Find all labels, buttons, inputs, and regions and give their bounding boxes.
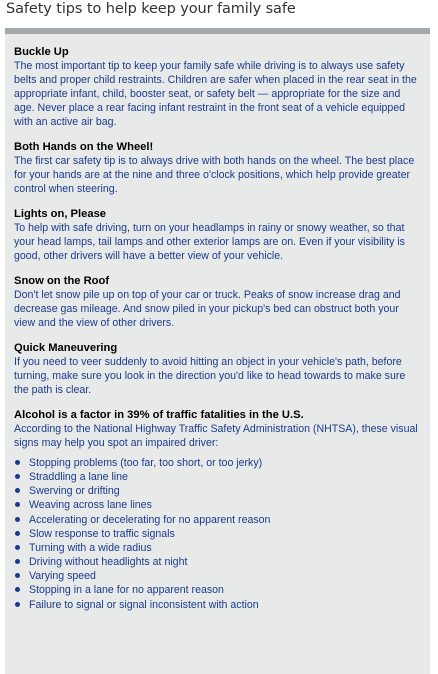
bullet-icon xyxy=(15,488,20,493)
list-item xyxy=(14,541,420,555)
list-item-text: Varying speed xyxy=(29,570,96,583)
impaired-driver-signs-list xyxy=(14,456,420,612)
list-item xyxy=(14,470,420,484)
bullet-icon xyxy=(15,474,20,479)
list-item xyxy=(14,569,420,583)
section-quick-maneuvering xyxy=(14,341,420,397)
list-item xyxy=(14,484,420,498)
section-alcohol xyxy=(14,408,420,612)
bullet-icon xyxy=(15,545,20,550)
bullet-icon xyxy=(15,460,20,465)
bullet-icon xyxy=(15,573,20,578)
bullet-icon xyxy=(15,517,20,522)
list-item xyxy=(14,456,420,470)
tips-content xyxy=(14,45,420,623)
bullet-icon xyxy=(15,531,20,536)
section-body: To help with safe driving, turn on your headlamps in rainy or snowy weather, so that your head lamps, tail lamps and other exterior lamps are on. Even if your visibility is good, other drivers will have a better view of your vehicle. xyxy=(14,222,405,262)
section-lights-on xyxy=(14,207,420,263)
section-heading: Quick Maneuvering xyxy=(14,342,118,354)
list-item xyxy=(14,598,420,612)
list-item-text: Driving without headlights at night xyxy=(29,556,188,569)
bullet-icon xyxy=(15,587,20,592)
list-item-text: Weaving across lane lines xyxy=(29,499,152,512)
list-item xyxy=(14,583,420,597)
section-body: If you need to veer suddenly to avoid hitting an object in your vehicle's path, before turning, make sure you look in the direction you'd like to head towards to make sure the path is clear. xyxy=(14,356,406,396)
list-item-text: Straddling a lane line xyxy=(29,471,128,484)
section-heading: Buckle Up xyxy=(14,46,69,58)
section-body: Don't let snow pile up on top of your car or truck. Peaks of snow increase drag and decrease gas mileage. And snow piled in your pickup's bed can obstruct both your view and the view of other drivers. xyxy=(14,289,401,329)
list-item-text: Failure to signal or signal inconsistent with action xyxy=(29,598,259,611)
section-body: The first car safety tip is to always drive with both hands on the wheel. The best place for your hands are at the nine and three o'clock positions, which help provide greater control when steering. xyxy=(14,155,415,195)
list-item xyxy=(14,555,420,569)
list-item xyxy=(14,527,420,541)
section-buckle-up xyxy=(14,45,420,129)
list-item-text: Stopping problems (too far, too short, or too jerky) xyxy=(29,457,263,469)
list-item xyxy=(14,513,420,527)
section-body: According to the National Highway Traffic Safety Administration (NHTSA), these visual signs may help you spot an impaired driver: xyxy=(14,423,418,449)
section-heading: Alcohol is a factor in 39% of traffic fatalities in the U.S. xyxy=(14,409,304,421)
bullet-icon xyxy=(15,559,20,564)
page-title: Safety tips to help keep your family safe xyxy=(6,1,296,17)
list-item-text: Stopping in a lane for no apparent reason xyxy=(29,584,224,597)
section-snow-on-roof xyxy=(14,274,420,330)
list-item xyxy=(14,498,420,512)
bullet-icon xyxy=(15,602,20,607)
section-heading: Snow on the Roof xyxy=(14,275,110,287)
tips-panel xyxy=(5,34,430,674)
list-item-text: Slow response to traffic signals xyxy=(29,527,175,540)
section-both-hands xyxy=(14,140,420,196)
list-item-text: Swerving or drifting xyxy=(29,485,120,498)
section-body: The most important tip to keep your family safe while driving is to always use safety belts and proper child restraints. Children are safer when placed in the rear seat in the appropriate infant, child, booster seat, or safety belt — appropriate for the size and age. Never place a rear facing infant restraint in the front seat of a vehicle equipped with an active air bag. xyxy=(14,60,417,128)
section-heading: Both Hands on the Wheel! xyxy=(14,141,154,153)
list-item-text: Turning with a wide radius xyxy=(29,541,152,554)
section-heading: Lights on, Please xyxy=(14,208,107,220)
list-item-text: Accelerating or decelerating for no apparent reason xyxy=(29,513,271,526)
bullet-icon xyxy=(15,502,20,507)
